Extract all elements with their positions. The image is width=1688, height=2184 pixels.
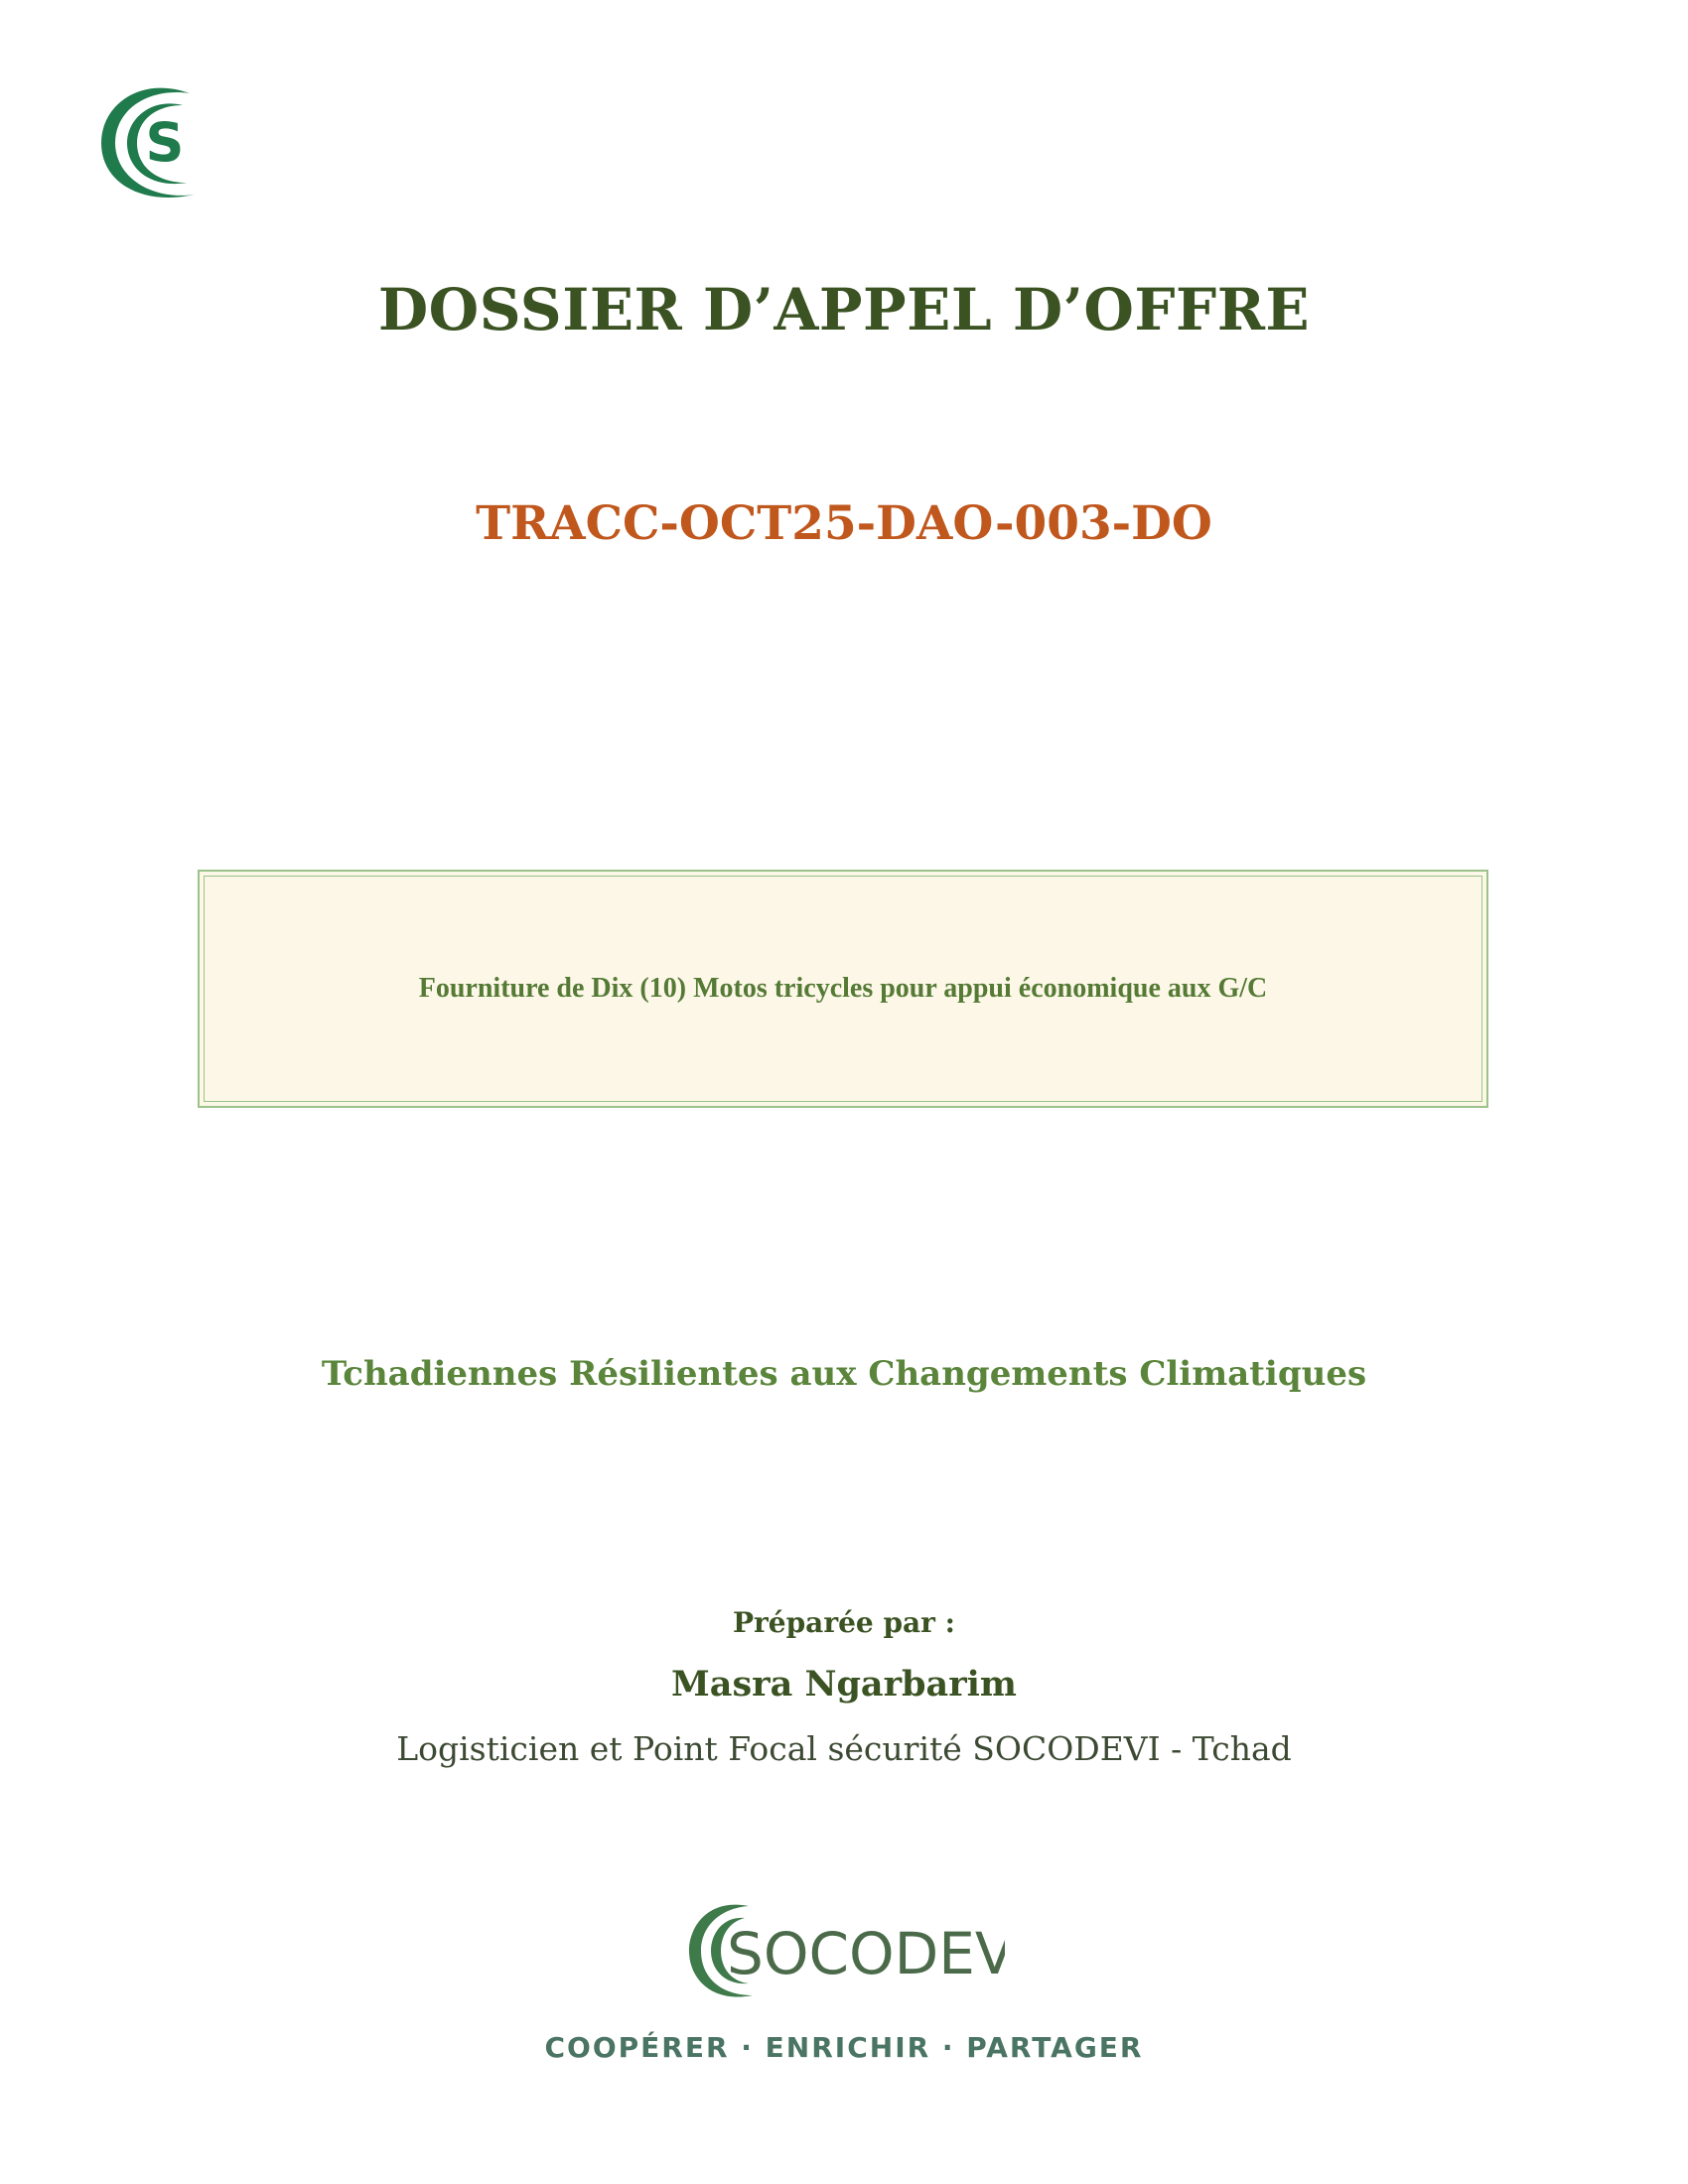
brand-tagline: COOPÉRER · ENRICHIR · PARTAGER (544, 2031, 1144, 2064)
socodevi-brand-logo (687, 1896, 1005, 2005)
tender-reference: TRACC-OCT25-DAO-003-DO (476, 496, 1212, 551)
author-name: Masra Ngarbarim (671, 1664, 1017, 1705)
author-role: Logisticien et Point Focal sécurité SOCODEVI - Tchad (396, 1729, 1292, 1768)
subject-box (198, 870, 1488, 1108)
socodevi-cs-emblem-icon (95, 77, 205, 205)
socodevi-wordmark-icon (687, 1896, 1005, 2005)
tender-subject: Fourniture de Dix (10) Motos tricycles pour appui économique aux G/C (418, 973, 1268, 1004)
prepared-by-label: Préparée par : (732, 1606, 956, 1639)
project-name: Tchadiennes Résilientes aux Changements Climatiques (321, 1354, 1367, 1394)
emblem-letter: S (145, 111, 185, 174)
document-title: DOSSIER D’APPEL D’OFFRE (377, 276, 1311, 343)
socodevi-emblem-logo (95, 77, 205, 205)
brand-wordmark: SOCODEVI (727, 1920, 1005, 1987)
